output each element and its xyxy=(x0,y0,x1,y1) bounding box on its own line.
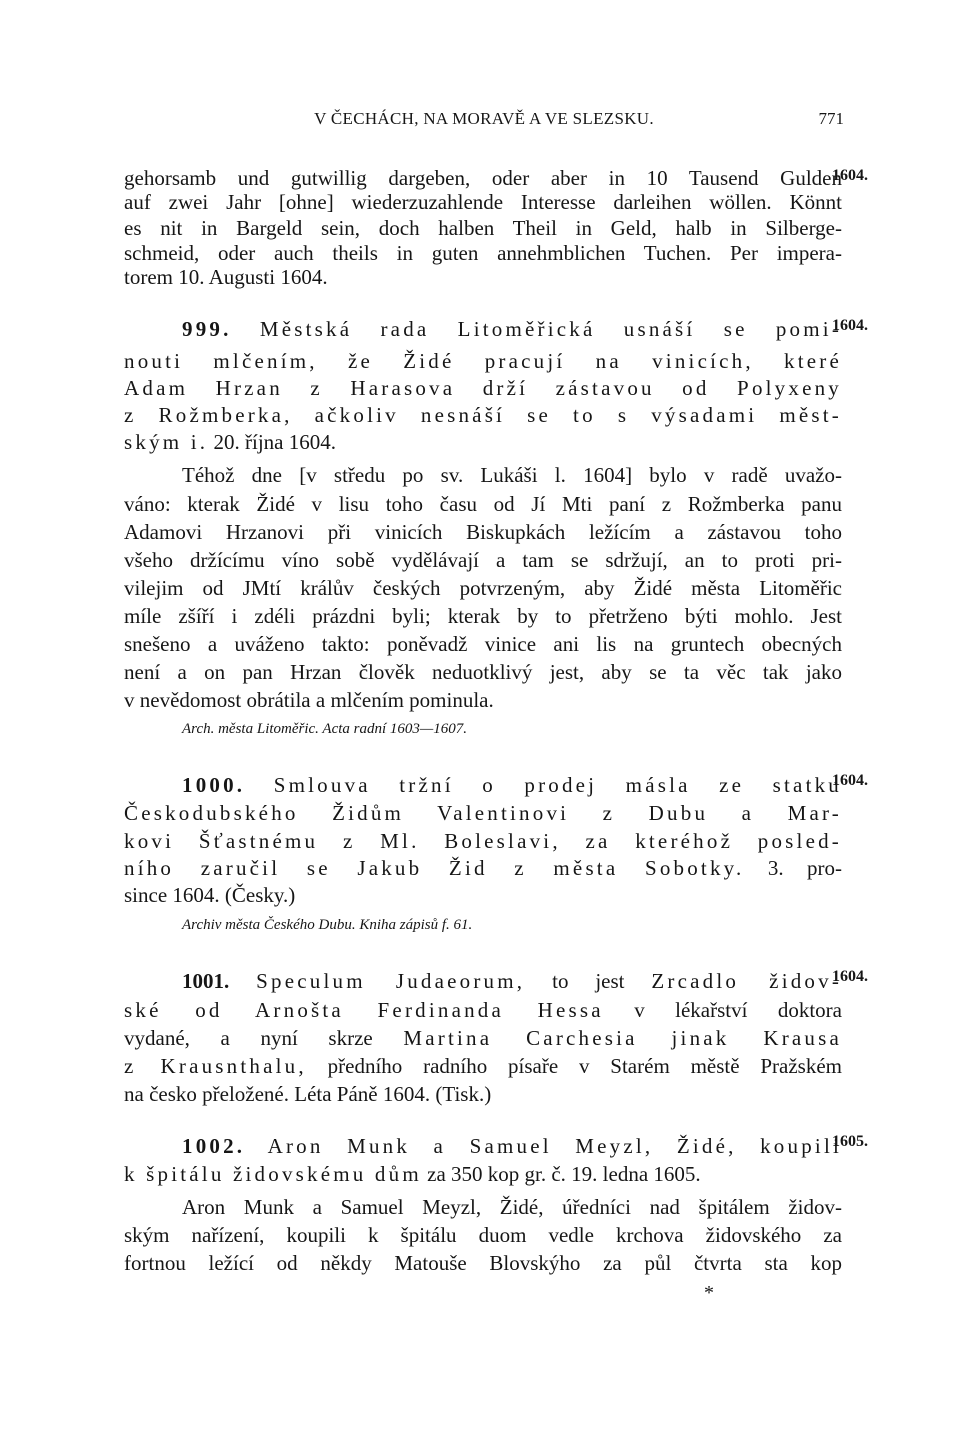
entry-number: 1001. xyxy=(182,969,230,993)
running-head: V ČECHÁCH, NA MORAVĚ A VE SLEZSKU. xyxy=(314,109,654,128)
footnote-mark: * xyxy=(704,1282,714,1304)
text-line: gehorsamb und gutwillig dargeben, oder aber in 10 Tausend Gulden xyxy=(124,166,842,190)
entry-heading: 1002. Aron Munk a Samuel Meyzl, Židé, koupili xyxy=(182,1134,843,1158)
entry-heading: 1000. Smlouva tržní o prodej másla ze statku xyxy=(182,773,842,797)
entry-heading-line: Českodubského Židům Valentinovi z Dubu a Mar- xyxy=(124,801,842,825)
entry-heading-line: z Rožmberka, ačkoliv nesnáší se to s výsadami měst- xyxy=(124,403,842,427)
text-line: váno: kterak Židé v lisu toho času od Jí Mti paní z Rožmberka panu xyxy=(124,492,842,516)
entry-number: 1002. xyxy=(182,1134,246,1158)
text-line: snešeno a uváženo takto: poněvadž vinice ani lis na gruntech obecných xyxy=(124,632,842,656)
text-line: Aron Munk a Samuel Meyzl, Židé, úředníci nad špitálem židov- xyxy=(182,1195,842,1219)
entry-heading-line: since 1604. (Česky.) xyxy=(124,883,296,907)
archive-source: Archiv města Českého Dubu. Kniha zápisů f. 61. xyxy=(182,917,473,933)
entry-heading-line: ního zaručil se Jakub Žid z města Sobotky. 3. pro- xyxy=(124,856,843,880)
entry-number: 1000. xyxy=(182,773,246,797)
margin-date: 1604. xyxy=(832,772,868,789)
page-header xyxy=(124,109,844,135)
text-line: míle zšíří i zdéli prázdni byli; kterak by to přetrženo býti mohlo. Jest xyxy=(124,604,842,628)
entry-heading-line: Adam Hrzan z Harasova drží zástavou od Polyxeny xyxy=(124,376,842,400)
text-line: torem 10. Augusti 1604. xyxy=(124,265,328,289)
text-line: všeho držícímu víno sobě vydělávají a tam se sdržují, an to proti pri- xyxy=(124,548,842,572)
entry-heading-line: nouti mlčením, že Židé pracují na vinicích, které xyxy=(124,349,842,373)
entry-heading-line: k špitálu židovskému dům za 350 kop gr. č. 19. ledna 1605. xyxy=(124,1162,701,1186)
entry-heading: 999. Městská rada Litoměřická usnáší se pomi- xyxy=(182,317,843,341)
page-number: 771 xyxy=(818,109,844,128)
text-line: ským nařízení, koupili k špitálu duom vedle krchova židovského za xyxy=(124,1223,842,1247)
text-line: auf zwei Jahr [ohne] wiederzuzahlende Interesse darleihen wöllen. Könnt xyxy=(124,190,842,214)
text-line: Téhož dne [v středu po sv. Lukáši l. 1604] bylo v radě uvažo- xyxy=(182,463,842,487)
entry-heading-line: kovi Šťastnému z Ml. Boleslavi, za kteréhož posled- xyxy=(124,829,842,853)
entry-heading-line: ské od Arnošta Ferdinanda Hessa v lékařství doktora xyxy=(124,998,842,1022)
text-line: vilejim od JMtí králův českých potvrzeným, aby Židé města Litoměřic xyxy=(124,576,842,600)
entry-heading-line: na česko přeložené. Léta Páně 1604. (Tisk.) xyxy=(124,1082,492,1106)
archive-source: Arch. města Litoměřic. Acta radní 1603—1607. xyxy=(182,721,467,737)
text-line: není a on pan Hrzan člověk neduotklivý jest, aby se ta věc tak jako xyxy=(124,660,842,684)
text-line: fortnou ležící od někdy Matouše Blovskýho za půl čtvrta sta kop xyxy=(124,1251,842,1275)
text-line: es nit in Bargeld sein, doch halben Theil in Geld, halb in Silberge- xyxy=(124,216,842,240)
entry-heading-line: ským i. 20. října 1604. xyxy=(124,430,336,454)
entry-heading-line: vydané, a nyní skrze Martina Carchesia jinak Krausa xyxy=(124,1026,843,1050)
margin-date: 1605. xyxy=(832,1133,868,1150)
entry-heading-line: z Krausnthalu, předního radního písaře v Starém městě Pražském xyxy=(124,1054,843,1078)
margin-date: 1604. xyxy=(832,317,868,334)
entry-number: 999. xyxy=(182,317,232,341)
entry-heading: 1001. Speculum Judaeorum, to jest Zrcadlo židov- xyxy=(182,969,843,993)
text-line: v nevědomost obrátila a mlčením pominula. xyxy=(124,688,494,712)
margin-date: 1604. xyxy=(832,167,868,184)
margin-date: 1604. xyxy=(832,968,868,985)
text-line: schmeid, oder auch theils in guten annehmblichen Tuchen. Per impera- xyxy=(124,241,842,265)
text-line: Adamovi Hrzanovi při vinicích Biskupkách ležícím a zástavou toho xyxy=(124,520,842,544)
